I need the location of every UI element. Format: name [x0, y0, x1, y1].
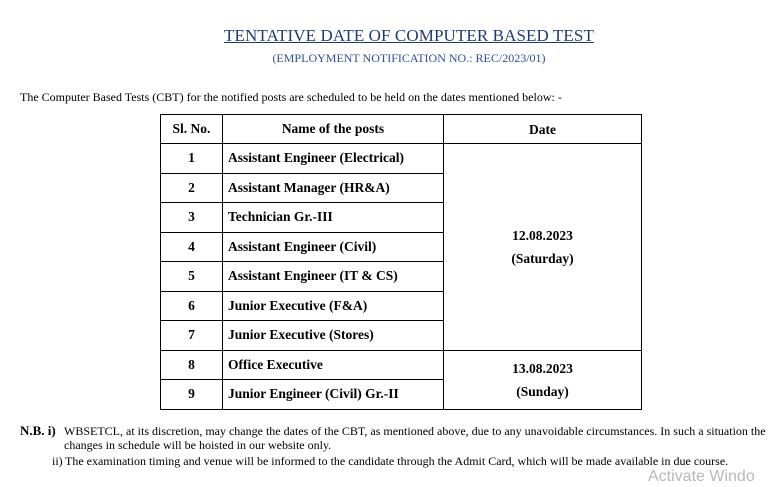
date-day: (Saturday)	[511, 250, 574, 266]
date-cell-2	[444, 350, 642, 409]
sl-no: 3	[161, 203, 223, 233]
sl-no: 7	[161, 321, 223, 351]
sl-no: 9	[161, 380, 223, 410]
notes-section	[20, 424, 770, 468]
sl-no: 1	[161, 144, 223, 174]
intro-text: The Computer Based Tests (CBT) for the notified posts are scheduled to be held on the dates mentioned below: -	[20, 90, 562, 104]
post-name: Assistant Engineer (IT & CS)	[223, 262, 444, 292]
note-1	[20, 424, 770, 452]
sl-no: 4	[161, 232, 223, 262]
date-value: 13.08.2023	[512, 360, 573, 376]
activate-windows-watermark: Activate Windo	[648, 468, 755, 485]
notification-number: (EMPLOYMENT NOTIFICATION NO.: REC/2023/01)	[272, 51, 546, 65]
table-row	[161, 144, 642, 174]
table-row	[161, 350, 642, 380]
header-date: Date	[444, 115, 642, 144]
sl-no: 8	[161, 350, 223, 380]
table-header-row	[161, 115, 642, 144]
post-name: Office Executive	[223, 350, 444, 380]
header-post-name: Name of the posts	[223, 115, 444, 144]
date-value: 12.08.2023	[512, 227, 573, 243]
post-name: Junior Executive (Stores)	[223, 321, 444, 351]
nb-label: N.B. i)	[20, 423, 56, 438]
schedule-table	[160, 114, 642, 410]
post-name: Assistant Engineer (Electrical)	[223, 144, 444, 174]
note-2	[52, 454, 770, 468]
note-2-text: The examination timing and venue will be informed to the candidate through the Admit Card, which will be made available in due course.	[65, 454, 729, 468]
post-name: Junior Engineer (Civil) Gr.-II	[223, 380, 444, 410]
note-1-text: WBSETCL, at its discretion, may change the dates of the CBT, as mentioned above, due to any unavoidable circumstances. In such a situation the changes in schedule will be hoisted in our website only.	[64, 424, 766, 452]
post-name: Assistant Engineer (Civil)	[223, 232, 444, 262]
post-name: Junior Executive (F&A)	[223, 291, 444, 321]
sl-no: 5	[161, 262, 223, 292]
sl-no: 2	[161, 173, 223, 203]
page-title: TENTATIVE DATE OF COMPUTER BASED TEST	[224, 26, 594, 45]
note-2-label: ii)	[52, 454, 63, 468]
header-sl-no: Sl. No.	[161, 115, 223, 144]
date-day: (Sunday)	[516, 383, 569, 399]
post-name: Technician Gr.-III	[223, 203, 444, 233]
date-cell-1	[444, 144, 642, 351]
post-name: Assistant Manager (HR&A)	[223, 173, 444, 203]
sl-no: 6	[161, 291, 223, 321]
